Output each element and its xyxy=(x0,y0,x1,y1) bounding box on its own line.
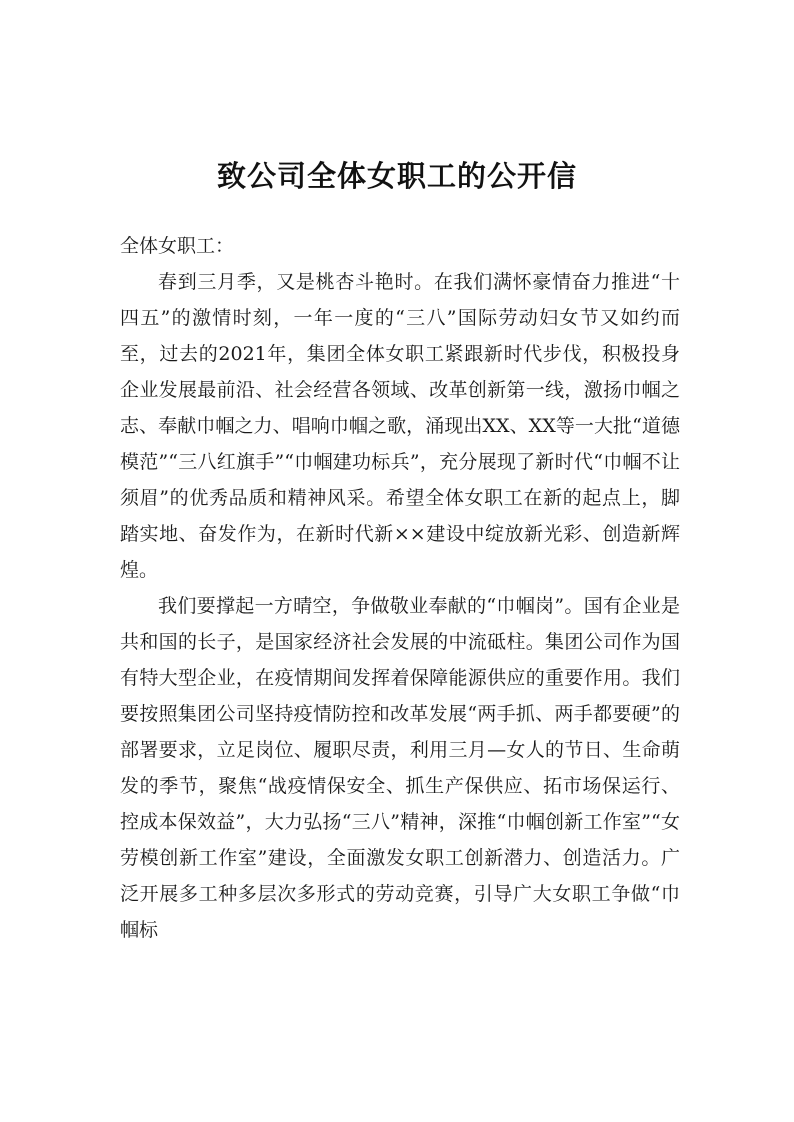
salutation: 全体女职工： xyxy=(120,235,235,257)
paragraph-1: 春到三月季，又是桃杏斗艳时。在我们满怀豪情奋力推进“十四五”的激情时刻，一年一度的“三八”国际劳动妇女节又如约而至，过去的2021年，集团全体女职工紧跟新时代步伐，积极投身企业发展最前沿、社会经营各领域、改革创新第一线，激扬巾帼之志、奉献巾帼之力、唱响巾帼之歌，涌现出XX、XX等一大批“道德模范”“三八红旗手”“巾帼建功标兵”，充分展现了新时代“巾帼不让须眉”的优秀品质和精神风采。希望全体女职工在新的起点上，脚踏实地、奋发作为，在新时代新××建设中绽放新光彩、创造新辉煌。 xyxy=(120,271,680,581)
document-title: 致公司全体女职工的公开信 xyxy=(216,159,577,193)
paragraph-2: 我们要撑起一方晴空，争做敬业奉献的“巾帼岗”。国有企业是共和国的长子，是国家经济社会发展的中流砥柱。集团公司作为国有特大型企业，在疫情期间发挥着保障能源供应的重要作用。我们要按照集团公司坚持疫情防控和改革发展“两手抓、两手都要硬”的部署要求，立足岗位、履职尽责，利用三月—女人的节日、生命萌发的季节，聚焦“战疫情保安全、抓生产保供应、拓市场保运行、控成本保效益”，大力弘扬“三八”精神，深推“巾帼创新工作室”“女劳模创新工作室”建设，全面激发女职工创新潜力、创造活力。广泛开展多工种多层次多形式的劳动竞赛，引导广大女职工争做“巾帼标 xyxy=(120,595,680,941)
document-body xyxy=(120,228,680,948)
